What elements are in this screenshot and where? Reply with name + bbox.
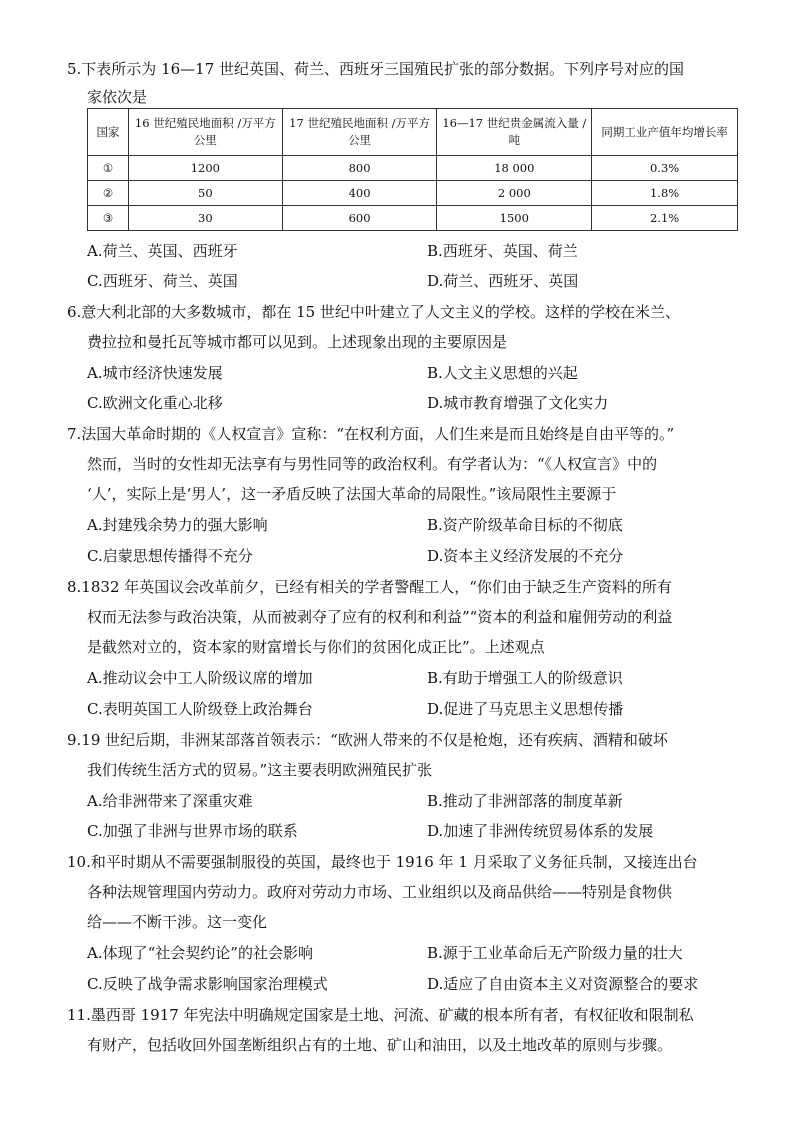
colonial-expansion-table — [87, 108, 738, 231]
question-8-option-a[interactable]: A.推动议会中工人阶级议席的增加 — [87, 669, 313, 687]
table-header-cell: 17 世纪殖民地面积 /万平方公里 — [282, 109, 437, 156]
question-7-option-a[interactable]: A.封建残余势力的强大影响 — [87, 516, 268, 534]
question-9-option-b[interactable]: B.推动了非洲部落的制度革新 — [427, 792, 623, 810]
question-11-stem-line-1: 11.墨西哥 1917 年宪法中明确规定国家是土地、河流、矿藏的根本所有者，有权征收和限制私 — [67, 1006, 694, 1024]
question-6-option-a[interactable]: A.城市经济快速发展 — [87, 364, 223, 382]
table-cell: 0.3% — [592, 156, 738, 181]
question-10-option-b[interactable]: B.源于工业革命后无产阶级力量的壮大 — [427, 944, 683, 962]
question-6-stem-line-1: 6.意大利北部的大多数城市，都在 15 世纪中叶建立了人文主义的学校。这样的学校在米兰、 — [67, 303, 680, 321]
question-7-option-c[interactable]: C.启蒙思想传播得不充分 — [87, 547, 253, 565]
question-8-option-b[interactable]: B.有助于增强工人的阶级意识 — [427, 669, 623, 687]
table-cell: 1500 — [437, 206, 592, 231]
table-row — [88, 156, 738, 181]
question-9-option-d[interactable]: D.加速了非洲传统贸易体系的发展 — [427, 822, 654, 840]
question-9-option-a[interactable]: A.给非洲带来了深重灾难 — [87, 792, 253, 810]
question-8-option-d[interactable]: D.促进了马克思主义思想传播 — [427, 700, 624, 718]
table-cell: 2.1% — [592, 206, 738, 231]
question-6-option-b[interactable]: B.人文主义思想的兴起 — [427, 364, 578, 382]
table-cell: 1200 — [128, 156, 282, 181]
table-row — [88, 206, 738, 231]
table-cell: 2 000 — [437, 181, 592, 206]
question-10-option-d[interactable]: D.适应了自由资本主义对资源整合的要求 — [427, 975, 699, 993]
question-10-option-a[interactable]: A.体现了“社会契约论”的社会影响 — [87, 944, 313, 962]
question-10-stem-line-1: 10.和平时期从不需要强制服役的英国，最终也于 1916 年 1 月采取了义务征兵制，又接连出台 — [67, 853, 698, 871]
question-10-stem-line-3: 给——不断干涉。这一变化 — [87, 913, 268, 931]
question-8-stem-line-2: 权而无法参与政治决策，从而被剥夺了应有的权利和利益”“资本的利益和雇佣劳动的利益 — [87, 608, 673, 626]
table-header-cell: 16 世纪殖民地面积 /万平方公里 — [128, 109, 282, 156]
table-header-cell: 同期工业产值年均增长率 — [592, 109, 738, 156]
question-6-option-d[interactable]: D.城市教育增强了文化实力 — [427, 394, 609, 412]
table-cell: 1.8% — [592, 181, 738, 206]
question-11-stem-line-2: 有财产，包括收回外国垄断组织占有的土地、矿山和油田，以及土地改革的原则与步骤。 — [87, 1036, 673, 1054]
table-cell: 600 — [282, 206, 437, 231]
question-6-stem-line-2: 费拉拉和曼托瓦等城市都可以见到。上述现象出现的主要原因是 — [87, 333, 508, 351]
table-cell: 800 — [282, 156, 437, 181]
table-cell: ① — [88, 156, 129, 181]
question-8-stem-line-1: 8.1832 年英国议会改革前夕，已经有相关的学者警醒工人，“你们由于缺乏生产资料的所有 — [67, 578, 672, 596]
question-5-option-b[interactable]: B.西班牙、英国、荷兰 — [427, 242, 578, 260]
table-cell: 50 — [128, 181, 282, 206]
table-header-row — [88, 109, 738, 156]
question-10-option-c[interactable]: C.反映了战争需求影响国家治理模式 — [87, 975, 328, 993]
question-7-option-d[interactable]: D.资本主义经济发展的不充分 — [427, 547, 624, 565]
question-5-option-d[interactable]: D.荷兰、西班牙、英国 — [427, 272, 579, 290]
table-cell: 30 — [128, 206, 282, 231]
question-5-stem-line-1: 5.下表所示为 16—17 世纪英国、荷兰、西班牙三国殖民扩张的部分数据。下列序号对应的国 — [67, 60, 685, 78]
question-7-stem-line-1: 7.法国大革命时期的《人权宣言》宣称：“在权利方面，人们生来是而且始终是自由平等的。” — [67, 425, 675, 443]
question-9-stem-line-1: 9.19 世纪后期，非洲某部落首领表示：“欧洲人带来的不仅是枪炮，还有疾病、酒精和破坏 — [67, 731, 668, 749]
question-10-stem-line-2: 各种法规管理国内劳动力。政府对劳动力市场、工业组织以及商品供给——特别是食物供 — [87, 883, 673, 901]
question-7-option-b[interactable]: B.资产阶级革命目标的不彻底 — [427, 516, 623, 534]
table-row — [88, 181, 738, 206]
table-header-cell: 16—17 世纪贵金属流入量 /吨 — [437, 109, 592, 156]
table-cell: 18 000 — [437, 156, 592, 181]
question-5-option-c[interactable]: C.西班牙、荷兰、英国 — [87, 272, 238, 290]
table-cell: 400 — [282, 181, 437, 206]
table-header-cell: 国家 — [88, 109, 129, 156]
question-7-stem-line-3: ‘人’，实际上是‘男人’，这一矛盾反映了法国大革命的局限性。”该局限性主要源于 — [87, 485, 617, 503]
question-9-option-c[interactable]: C.加强了非洲与世界市场的联系 — [87, 822, 298, 840]
table-cell: ② — [88, 181, 129, 206]
question-6-option-c[interactable]: C.欧洲文化重心北移 — [87, 394, 223, 412]
question-5-option-a[interactable]: A.荷兰、英国、西班牙 — [87, 242, 238, 260]
question-8-stem-line-3: 是截然对立的，资本家的财富增长与你们的贫困化成正比”。上述观点 — [87, 638, 545, 656]
question-9-stem-line-2: 我们传统生活方式的贸易。”这主要表明欧洲殖民扩张 — [87, 761, 433, 779]
question-8-option-c[interactable]: C.表明英国工人阶级登上政治舞台 — [87, 700, 313, 718]
question-7-stem-line-2: 然而，当时的女性却无法享有与男性同等的政治权利。有学者认为：“《人权宣言》中的 — [87, 455, 658, 473]
table-cell: ③ — [88, 206, 129, 231]
question-5-stem-line-2: 家依次是 — [87, 88, 148, 106]
